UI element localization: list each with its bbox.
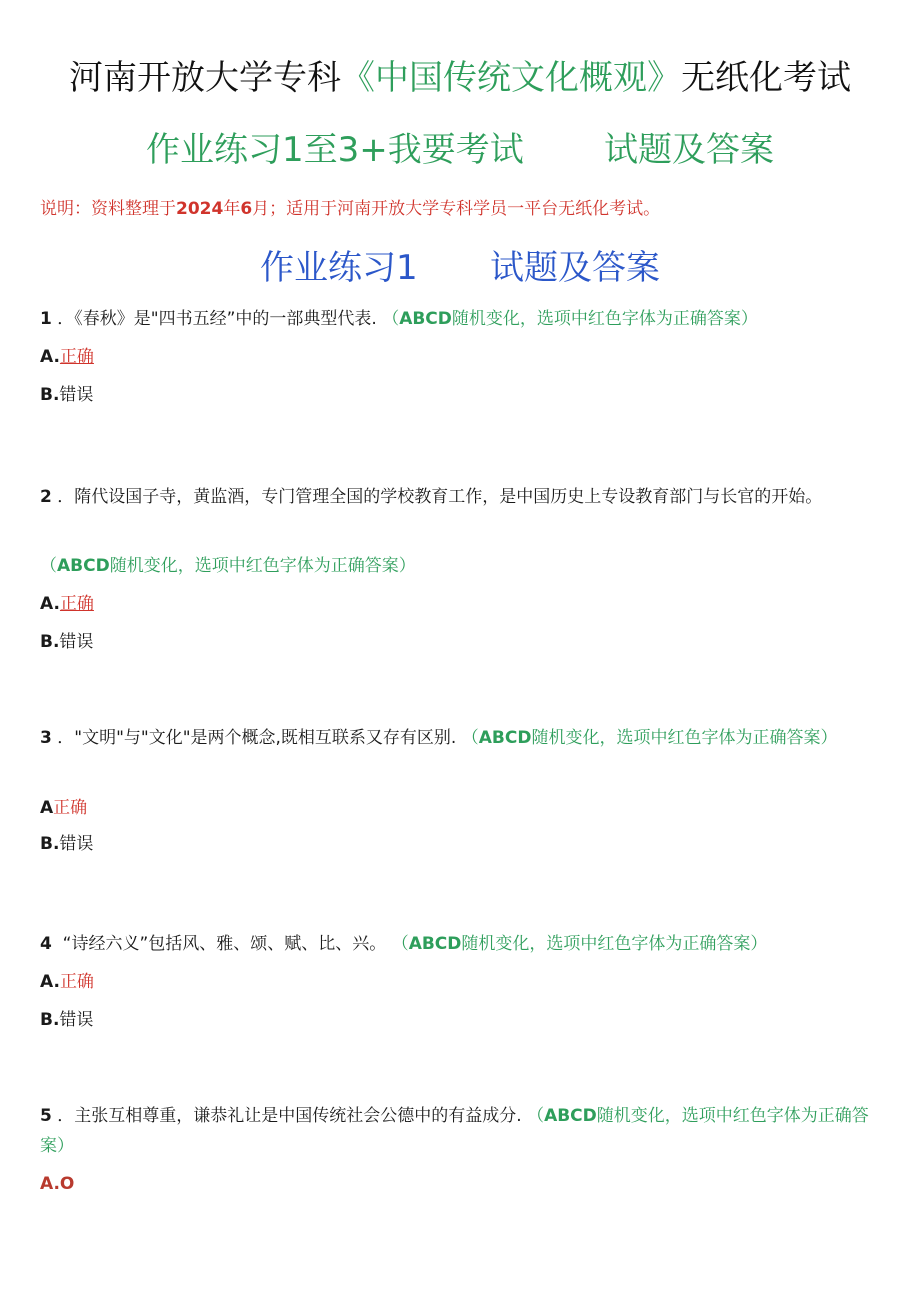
title-course: 《中国传统文化概观》 — [341, 58, 681, 98]
question-text: ．"文明"与"文化"是两个概念,既相互联系又存有区别. — [57, 728, 457, 748]
question-text: ．隋代设国子寺，黄监酒，专门管理全国的学校教育工作，是中国历史上专设教育部门与长官的开始。 — [57, 487, 823, 507]
option-item[interactable]: A.正确 — [40, 347, 94, 367]
question-text: ．主张互相尊重，谦恭礼让是中国传统社会公德中的有益成分. — [57, 1106, 522, 1126]
option-item[interactable]: A正确 — [40, 798, 88, 818]
correct-option-text: 正确 — [59, 972, 94, 992]
answer-hint: （ABCD随机变化，选项中红色字体为正确答案） — [391, 934, 768, 954]
option-item[interactable]: A.正确 — [40, 972, 94, 992]
question-2: 2 ．隋代设国子寺，黄监酒，专门管理全国的学校教育工作，是中国历史上专设教育部门与长官的开始。 — [40, 487, 823, 507]
option-item[interactable]: B.错误 — [40, 1010, 94, 1030]
document-title — [0, 56, 920, 100]
question-1: 1 ．《春秋》是"四书五经”中的一部典型代表. （ABCD随机变化，选项中红色字体为正确答案） — [40, 309, 758, 329]
answer-hint: （ABCD随机变化，选项中红色字体为正确答案） — [40, 556, 416, 576]
question-5: 5 ．主张互相尊重，谦恭礼让是中国传统社会公德中的有益成分. （ABCD随机变化，选项中红色字体为正确答案） — [40, 1106, 869, 1156]
section-title-right: 试题及答案 — [490, 248, 660, 288]
option-item[interactable]: B.错误 — [40, 834, 94, 854]
answer-hint: （ABCD随机变化，选项中红色字体为正确答案） — [382, 309, 758, 329]
option-item[interactable] — [40, 1170, 74, 1198]
correct-option-text: 正确 — [53, 798, 88, 818]
title-school: 河南开放大学专科 — [69, 58, 341, 98]
section-title-left: 作业练习1 — [260, 248, 418, 288]
option-item[interactable]: B.错误 — [40, 385, 94, 405]
question-text: “诗经六义”包括风、雅、颂、赋、比、兴。 — [62, 934, 387, 954]
correct-option-text: 正确 — [59, 347, 94, 367]
answer-hint: （ABCD随机变化，选项中红色字体为正确答案） — [461, 728, 838, 748]
subtitle-right: 试题及答案 — [604, 130, 774, 170]
option-item[interactable]: B.错误 — [40, 632, 94, 652]
question-3: 3 ．"文明"与"文化"是两个概念,既相互联系又存有区别. （ABCD随机变化，选项中红色字体为正确答案） — [40, 728, 838, 748]
question-text: ．《春秋》是"四书五经”中的一部典型代表. — [57, 309, 377, 329]
subtitle-left: 作业练习1至3+我要考试 — [146, 130, 524, 170]
correct-option-text: 正确 — [59, 594, 94, 614]
answer-hint: （ABCD随机变化，选项中红色字体为正确答案） — [40, 1106, 869, 1156]
option-item[interactable]: A.正确 — [40, 594, 94, 614]
correct-option-text: A.O — [40, 1174, 75, 1194]
question-4: 4 “诗经六义”包括风、雅、颂、赋、比、兴。 （ABCD随机变化，选项中红色字体为正确答案） — [40, 934, 768, 954]
title-exam: 无纸化考试 — [681, 58, 851, 98]
document-note: 说明：资料整理于2024年6月；适用于河南开放大学专科学员一平台无纸化考试。 — [40, 199, 661, 219]
